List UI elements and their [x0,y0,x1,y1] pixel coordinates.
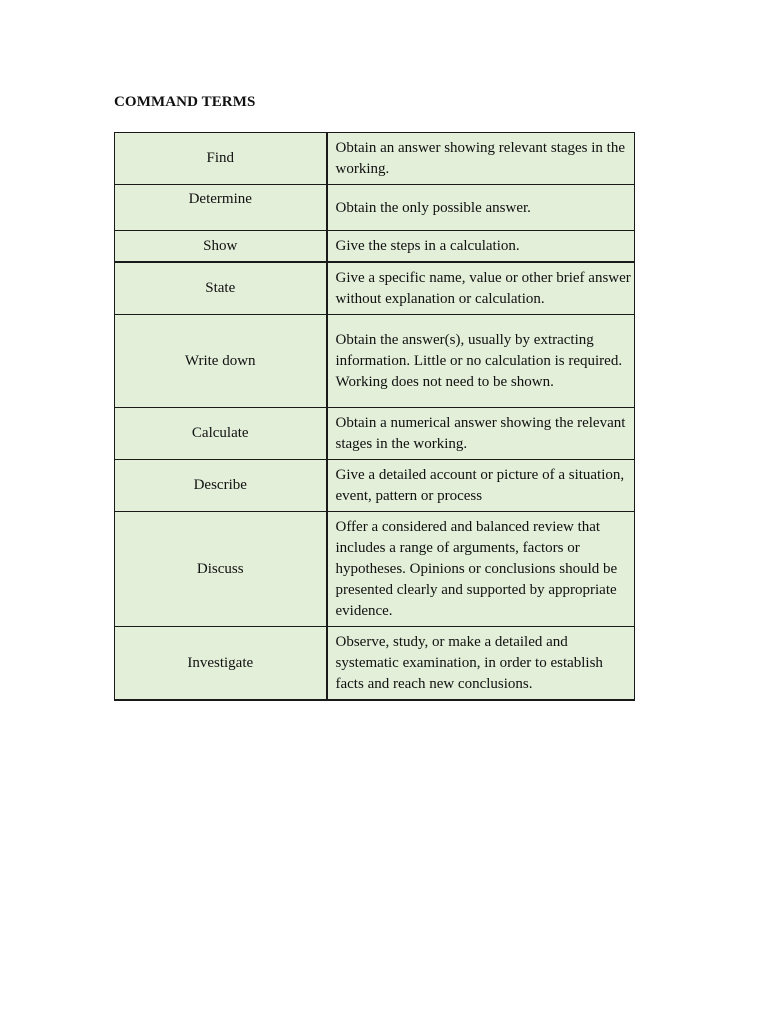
table-row [115,408,635,460]
table-row [115,133,635,185]
definition-cell: Offer a considered and balanced review that includes a range of arguments, factors or hypotheses. Opinions or conclusions should be presented clearly and supported by appropriate evidence. [327,512,635,627]
definition-cell: Give the steps in a calculation. [327,231,635,263]
definition-cell: Obtain the only possible answer. [327,185,635,231]
table-row [115,231,635,263]
term-cell: Calculate [115,408,327,460]
term-cell: Determine [115,185,327,231]
table-row [115,460,635,512]
table-row [115,315,635,408]
term-cell: Show [115,231,327,263]
definition-cell: Obtain a numerical answer showing the relevant stages in the working. [327,408,635,460]
term-cell: Investigate [115,627,327,701]
definition-cell: Give a specific name, value or other brief answer without explanation or calculation. [327,262,635,315]
term-cell: Describe [115,460,327,512]
table-row [115,185,635,231]
term-cell: Write down [115,315,327,408]
definition-cell: Obtain the answer(s), usually by extracting information. Little or no calculation is required. Working does not need to be shown. [327,315,635,408]
table-row [115,262,635,315]
table-row [115,512,635,627]
term-cell: State [115,262,327,315]
definition-cell: Obtain an answer showing relevant stages in the working. [327,133,635,185]
table-row [115,627,635,701]
term-cell: Find [115,133,327,185]
command-terms-table [114,132,635,701]
definition-cell: Observe, study, or make a detailed and systematic examination, in order to establish facts and reach new conclusions. [327,627,635,701]
definition-cell: Give a detailed account or picture of a situation, event, pattern or process [327,460,635,512]
term-cell: Discuss [115,512,327,627]
document-heading: COMMAND TERMS [114,94,256,110]
